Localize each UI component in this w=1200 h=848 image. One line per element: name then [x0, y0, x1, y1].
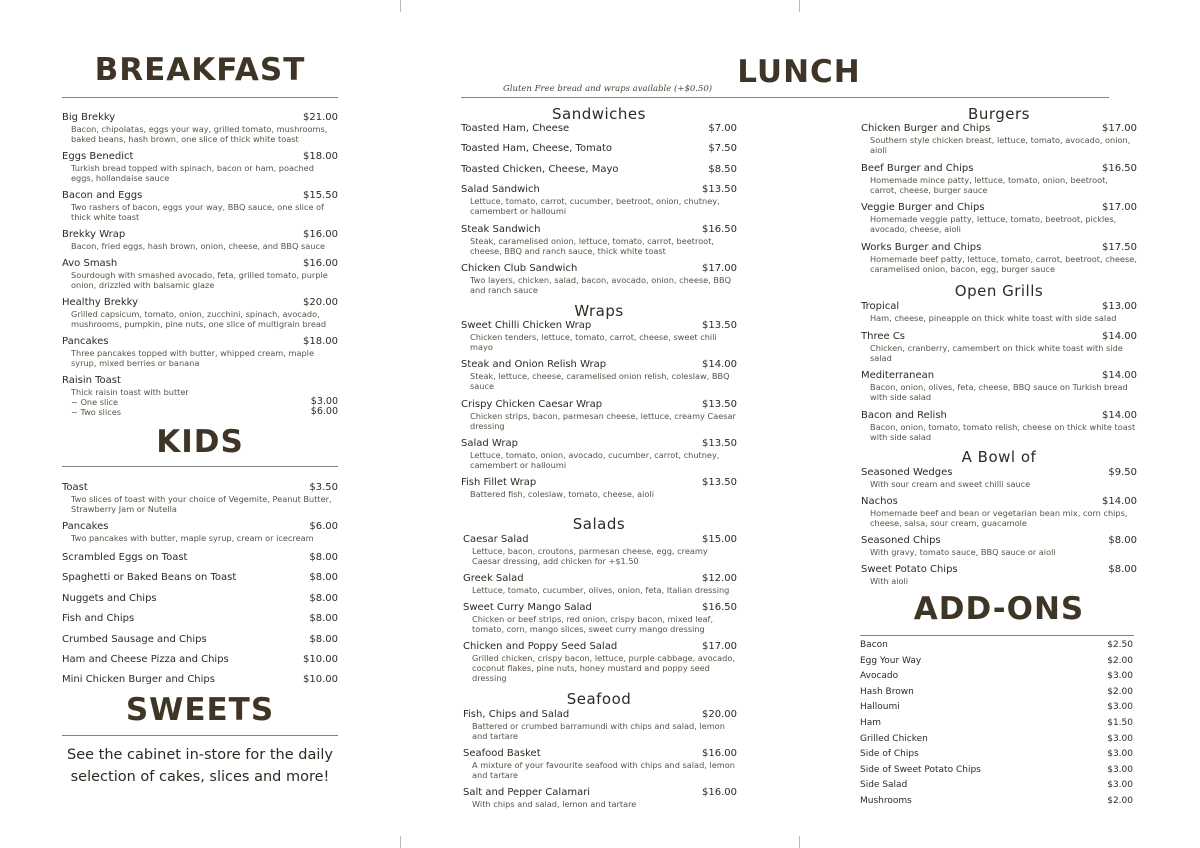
menu-item: Sweet Potato Chips $8.00 With aioli: [861, 563, 1137, 586]
menu-item: Scrambled Eggs on Toast $8.00: [62, 552, 338, 563]
addon-item: Side of Chips $3.00: [860, 749, 1133, 760]
burgers-heading: Burgers: [968, 105, 1030, 123]
menu-item: Seafood Basket $16.00 A mixture of your favourite seafood with chips and salad, lemon and tartare: [463, 748, 737, 780]
menu-item: Raisin Toast Thick raisin toast with butter ~ One slice $3.00 ~ Two slices $6.00: [62, 375, 338, 417]
burgers-list: [861, 123, 1137, 278]
addon-item: Side Salad $3.00: [860, 780, 1133, 791]
wraps-heading: Wraps: [574, 302, 624, 320]
menu-item: Toasted Ham, Cheese $7.00: [461, 123, 737, 134]
sweets-title: SWEETS: [125, 692, 275, 728]
menu-item: Works Burger and Chips $17.50 Homemade beef patty, lettuce, tomato, carrot, beetroot, cheese, caramelised onion, bacon, egg, burger sauce: [861, 241, 1137, 274]
fold-mark: [400, 836, 401, 848]
menu-item: Pancakes $6.00 Two pancakes with butter, maple syrup, cream or icecream: [62, 521, 338, 543]
fold-mark: [799, 836, 800, 848]
menu-item: Crumbed Sausage and Chips $8.00: [62, 633, 338, 645]
menu-item: Three Cs $14.00 Chicken, cranberry, camembert on thick white toast with side salad: [861, 330, 1137, 363]
menu-item: Veggie Burger and Chips $17.00 Homemade veggie patty, lettuce, tomato, beetroot, pickles, avocado, cheese, aioli: [861, 202, 1137, 234]
menu-item: Mediterranean $14.00 Bacon, onion, olives, feta, cheese, BBQ sauce on Turkish bread with side salad: [861, 370, 1137, 402]
open-grills-heading: Open Grills: [954, 282, 1044, 300]
seafood-heading: Seafood: [566, 690, 632, 708]
menu-item: Eggs Benedict $18.00 Turkish bread topped with spinach, bacon or ham, poached eggs, hollandaise sauce: [62, 151, 338, 183]
divider: [62, 97, 338, 98]
addon-item: Ham $1.50: [860, 717, 1133, 728]
divider: [62, 466, 338, 467]
addon-item: Avocado $3.00: [860, 671, 1133, 682]
menu-item: Salad Wrap $13.50 Lettuce, tomato, onion, avocado, cucumber, carrot, chutney, camembert or halloumi: [461, 437, 737, 470]
menu-item: Salad Sandwich $13.50 Lettuce, tomato, carrot, cucumber, beetroot, onion, chutney, camembert or halloumi: [461, 184, 737, 217]
wraps-list: [461, 320, 737, 503]
menu-item: Nuggets and Chips $8.00: [62, 592, 338, 604]
addons-list: [860, 638, 1133, 810]
menu-item: Toasted Ham, Cheese, Tomato $7.50: [461, 143, 737, 155]
menu-item: Chicken and Poppy Seed Salad $17.00 Grilled chicken, crispy bacon, lettuce, purple cabbage, avocado, coconut flakes, pine nuts, honey mustard and poppy seed dressing: [463, 641, 737, 683]
breakfast-title: BREAKFAST: [94, 52, 306, 88]
divider: [461, 97, 1109, 98]
menu-item: Crispy Chicken Caesar Wrap $13.50 Chicken strips, bacon, parmesan cheese, lettuce, creamy Caesar dressing: [461, 398, 737, 431]
addon-item: Mushrooms $2.00: [860, 795, 1133, 806]
menu-item: Bacon and Eggs $15.50 Two rashers of bacon, eggs your way, BBQ sauce, one slice of thick white toast: [62, 190, 338, 222]
sandwiches-heading: Sandwiches: [552, 105, 646, 123]
menu-item: Sweet Chilli Chicken Wrap $13.50 Chicken tenders, lettuce, tomato, carrot, cheese, sweet chili mayo: [461, 320, 737, 352]
gluten-free-note: Gluten Free bread and wraps available (+$0.50): [503, 84, 713, 94]
salads-heading: Salads: [572, 515, 626, 533]
menu-item: Chicken Burger and Chips $17.00 Southern style chicken breast, lettuce, tomato, avocado, onion, aioli: [861, 123, 1137, 155]
menu-item: Steak and Onion Relish Wrap $14.00 Steak, lettuce, cheese, caramelised onion relish, coleslaw, BBQ sauce: [461, 359, 737, 392]
addon-item: Bacon $2.50: [860, 640, 1133, 650]
menu-item: Fish Fillet Wrap $13.50 Battered fish, coleslaw, tomato, cheese, aioli: [461, 477, 737, 500]
addon-item: Side of Sweet Potato Chips $3.00: [860, 764, 1133, 775]
menu-item: Fish, Chips and Salad $20.00 Battered or crumbed barramundi with chips and salad, lemon and tartare: [463, 709, 737, 741]
salads-list: [463, 534, 737, 687]
fold-mark: [400, 0, 401, 12]
menu-item: Toast $3.50 Two slices of toast with your choice of Vegemite, Peanut Butter, Strawberry Jam or Nutella: [62, 482, 338, 514]
breakfast-list: [62, 112, 338, 417]
menu-item: Brekky Wrap $16.00 Bacon, fried eggs, hash brown, onion, cheese, and BBQ sauce: [62, 229, 338, 251]
menu-item: Steak Sandwich $16.50 Steak, caramelised onion, lettuce, tomato, carrot, beetroot, cheese, BBQ and ranch sauce, thick white toast: [461, 223, 737, 256]
fold-mark: [799, 0, 800, 12]
kids-title: KIDS: [156, 424, 244, 460]
menu-item: Bacon and Relish $14.00 Bacon, onion, tomato, tomato relish, cheese on thick white toast with side salad: [861, 409, 1137, 442]
lunch-title: LUNCH: [737, 54, 861, 90]
bowl-heading: A Bowl of: [961, 448, 1037, 466]
open-grills-list: [861, 301, 1137, 446]
menu-item: Beef Burger and Chips $16.50 Homemade mince patty, lettuce, tomato, onion, beetroot, carrot, cheese, burger sauce: [861, 162, 1137, 195]
menu-item: Mini Chicken Burger and Chips $10.00: [62, 674, 338, 686]
menu-item: Greek Salad $12.00 Lettuce, tomato, cucumber, olives, onion, feta, Italian dressing: [463, 573, 737, 595]
addons-title: ADD-ONS: [913, 591, 1085, 627]
menu-item: Seasoned Wedges $9.50 With sour cream and sweet chilli sauce: [861, 467, 1137, 489]
menu-item: Caesar Salad $15.00 Lettuce, bacon, croutons, parmesan cheese, egg, creamy Caesar dressing, add chicken for +$1.50: [463, 534, 737, 566]
menu-item: Big Brekky $21.00 Bacon, chipolatas, eggs your way, grilled tomato, mushrooms, baked beans, hash brown, one slice of thick white toast: [62, 112, 338, 144]
option-line: ~ Two slices $6.00: [71, 406, 338, 417]
addon-item: Hash Brown $2.00: [860, 686, 1133, 697]
menu-item: Pancakes $18.00 Three pancakes topped with butter, whipped cream, maple syrup, mixed berries or banana: [62, 336, 338, 368]
sweets-note: See the cabinet in-store for the daily selection of cakes, slices and more!: [67, 747, 333, 785]
divider: [62, 735, 338, 736]
kids-list: [62, 482, 338, 695]
menu-item: Chicken Club Sandwich $17.00 Two layers, chicken, salad, bacon, avocado, onion, cheese, BBQ and ranch sauce: [461, 263, 737, 296]
menu-item: Avo Smash $16.00 Sourdough with smashed avocado, feta, grilled tomato, purple onion, drizzled with balsamic glaze: [62, 258, 338, 290]
seafood-list: [463, 709, 737, 813]
addon-item: Halloumi $3.00: [860, 702, 1133, 713]
menu-item: Healthy Brekky $20.00 Grilled capsicum, tomato, onion, zucchini, spinach, avocado, mushrooms, pumpkin, pine nuts, one slice of multigrain bread: [62, 297, 338, 329]
option-line: ~ One slice $3.00: [71, 396, 338, 407]
bowl-list: [861, 467, 1137, 590]
menu-item: Ham and Cheese Pizza and Chips $10.00: [62, 653, 338, 665]
menu-item: Fish and Chips $8.00: [62, 613, 338, 625]
menu-item: Spaghetti or Baked Beans on Toast $8.00: [62, 572, 338, 584]
menu-item: Salt and Pepper Calamari $16.00 With chips and salad, lemon and tartare: [463, 787, 737, 809]
menu-item: Nachos $14.00 Homemade beef and bean or vegetarian bean mix, corn chips, cheese, salsa, sour cream, guacamole: [861, 496, 1137, 528]
addon-item: Grilled Chicken $3.00: [860, 733, 1133, 744]
menu-item: Sweet Curry Mango Salad $16.50 Chicken or beef strips, red onion, crispy bacon, mixed leaf, tomato, corn, mango slices, sweet curry mango dressing: [463, 602, 737, 634]
menu-item: Toasted Chicken, Cheese, Mayo $8.50: [461, 163, 737, 175]
divider: [860, 635, 1134, 636]
menu-item: Seasoned Chips $8.00 With gravy, tomato sauce, BBQ sauce or aioli: [861, 535, 1137, 557]
sandwiches-list: [461, 123, 737, 299]
addon-item: Egg Your Way $2.00: [860, 655, 1133, 666]
menu-item: Tropical $13.00 Ham, cheese, pineapple on thick white toast with side salad: [861, 301, 1137, 323]
